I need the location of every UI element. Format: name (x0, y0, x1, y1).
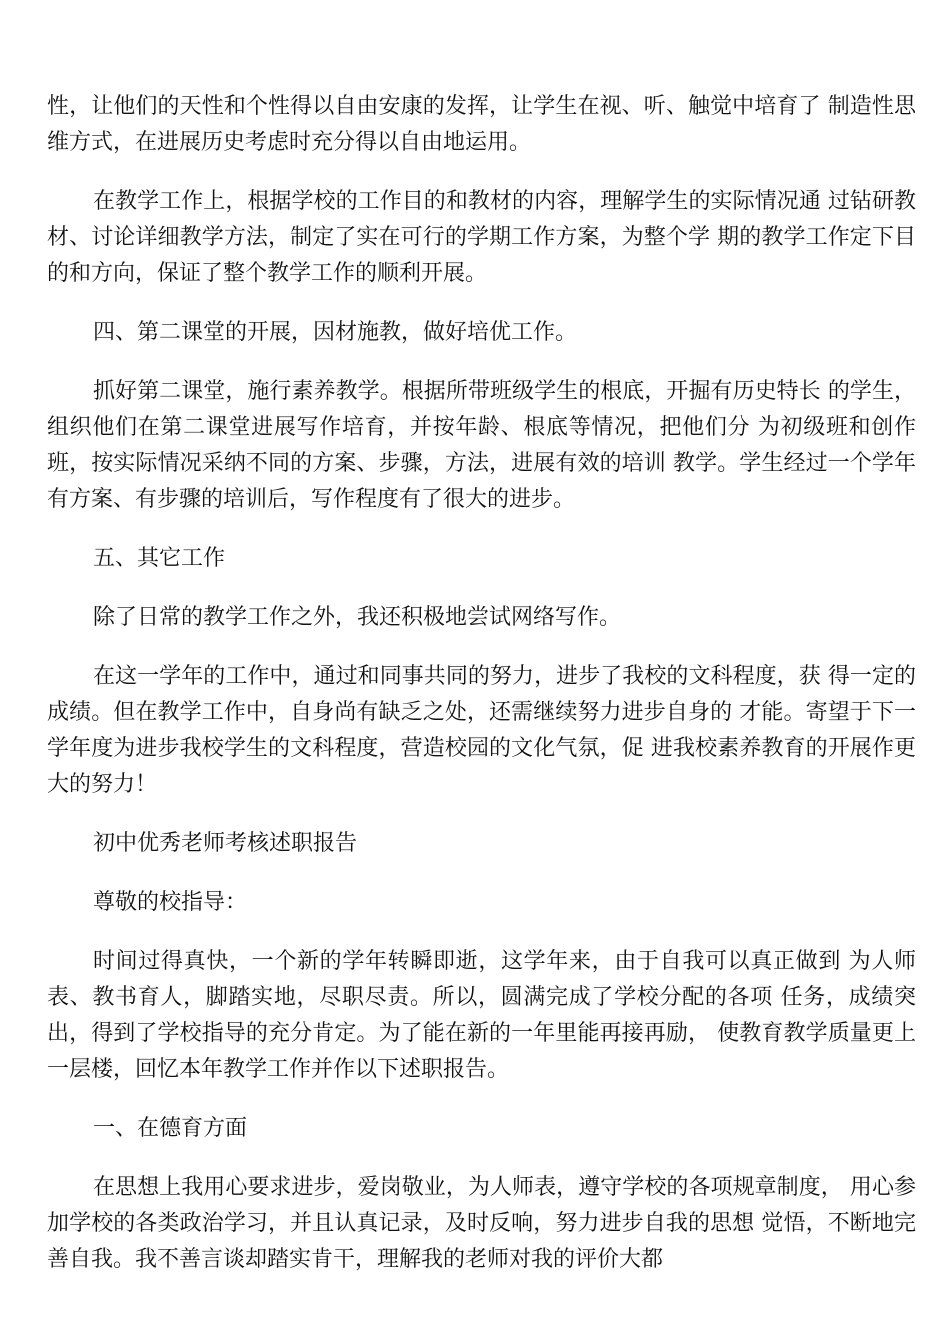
section-heading-other-work: 五、其它工作 (93, 546, 226, 571)
paragraph-year-summary: 在这一学年的工作中，通过和同事共同的努力，进步了我校的文科程度，获 得一定的成绩。但在教学工作中，自身尚有缺乏之处，还需继续努力进步自身的 才能。寄望于下一学年度为进步我校学生的文科程度，营造校园的文化气氛，促 进我校素养教育的开展作更大的努力！ (47, 664, 916, 797)
paragraph-report-intro: 时间过得真快，一个新的学年转瞬即逝，这学年来，由于自我可以真正做到 为人师表、教书育人，脚踏实地，尽职尽责。所以，圆满完成了学校分配的各项 任务，成绩突出，得到了学校指导的充分肯定。为了能在新的一年里能再接再励， 使教育教学质量更上一层楼，回忆本年教学工作并作以下述职报告。 (47, 949, 916, 1082)
paragraph-teaching-work: 在教学工作上，根据学校的工作目的和教材的内容，理解学生的实际情况通 过钻研教材、讨论详细教学方法，制定了实在可行的学期工作方案，为整个学 期的教学工作定下目的和方向，保证了整个教学工作的顺利开展。 (47, 189, 916, 286)
section-heading-moral-education: 一、在德育方面 (93, 1116, 248, 1141)
paragraph-continuation: 性，让他们的天性和个性得以自由安康的发挥，让学生在视、听、触觉中培育了 制造性思维方式，在进展历史考虑时充分得以自由地运用。 (47, 94, 916, 155)
section-heading-second-classroom: 四、第二课堂的开展，因材施教，做好培优工作。 (93, 320, 578, 345)
report-title: 初中优秀老师考核述职报告 (93, 831, 358, 856)
paragraph-second-classroom: 抓好第二课堂，施行素养教学。根据所带班级学生的根底，开掘有历史特长 的学生，组织他们在第二课堂进展写作培育，并按年龄、根底等情况，把他们分 为初级班和创作班，按实际情况采纳不同的方案、步骤，方法，进展有效的培训 教学。学生经过一个学年有方案、有步骤的培训后，写作程度有了很大的进步。 (47, 379, 916, 512)
document-body (47, 89, 916, 1301)
paragraph-moral-education: 在思想上我用心要求进步，爱岗敬业，为人师表，遵守学校的各项规章制度， 用心参加学校的各类政治学习，并且认真记录，及时反响，努力进步自我的思想 觉悟，不断地完善自我。我不善言谈却踏实肯干，理解我的老师对我的评价大都 (47, 1175, 916, 1272)
paragraph-online-writing: 除了日常的教学工作之外，我还积极地尝试网络写作。 (93, 605, 622, 630)
salutation: 尊敬的校指导： (93, 890, 248, 915)
